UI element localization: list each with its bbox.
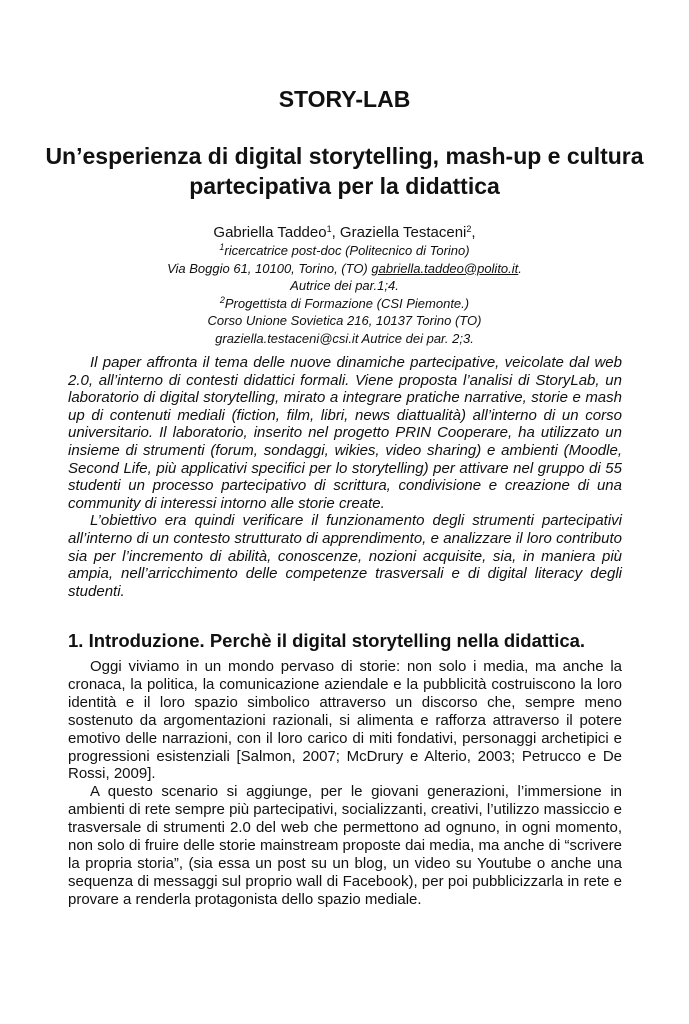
affiliation-1-email-link[interactable]: gabriella.taddeo@polito.it [371,260,519,276]
section-1-body [68,658,622,909]
affiliation-1-role-text: ricercatrice post-doc (Politecnico di Torino) [224,243,470,258]
abstract [68,354,622,600]
author-names-trail: , [471,224,476,241]
affiliation-2-role [60,295,629,313]
author-2-mark: 2 [466,224,472,234]
affiliation-2-address: Corso Unione Sovietica 216, 10137 Torino (TO) [207,313,482,328]
author-2-name: Graziella Testaceni [339,224,467,241]
section-1-heading: 1. Introduzione. Perchè il digital storytelling nella didattica. [68,630,586,651]
author-block [60,223,629,347]
affiliation-1-mark: 1 [219,242,225,252]
author-1-mark: 1 [326,224,332,234]
author-names [60,223,629,242]
affiliation-2-email-note: graziella.testaceni@csi.it Autrice dei par. 2;3. [215,330,474,346]
author-1-name: Gabriella Taddeo [213,224,327,241]
affiliation-1-address-text: Via Boggio 61, 10100, Torino, (TO) [167,260,372,276]
affiliation-2-role-text: Progettista di Formazione (CSI Piemonte.) [224,295,470,311]
author-separator: , [331,224,340,241]
abstract-paragraph-2: L’obiettivo era quindi verificare il funzionamento degli strumenti partecipativi all’interno di un contesto strutturato di apprendimento, e analizzare il loro contributo sia per l’incremento di abilità, conoscenze, nozioni acquisite, sia, in maniera più ampia, nell’arricchimento delle competenze trasversali e di digital literacy degli studenti. [68,512,622,600]
paper-subtitle: Un’esperienza di digital storytelling, mash-up e cultura partecipativa per la didattica [45,143,644,199]
paper-title: STORY-LAB [278,86,411,112]
affiliation-1-note: Autrice dei par.1;4. [290,278,399,293]
affiliation-2-mark: 2 [219,294,225,305]
affiliation-1-email-trail: . [518,260,522,276]
section-1-paragraph-1: Oggi viviamo in un mondo pervaso di storie: non solo i media, ma anche la cronaca, la politica, la comunicazione aziendale e la pubblicità costruiscono la loro identità e il loro spazio simbolico attraverso un discorso che, sempre meno sostenuto da argomentazioni razionali, si alimenta e rafforza attraverso il potere emotivo delle narrazioni, con il loro carico di miti fondativi, personaggi archetipici e progressioni esistenziali [Salmon, 2007; McDrury e Alterio, 2003; Petrucco e De Rossi, 2009]. [68,658,622,783]
affiliation-1-role [60,242,629,260]
abstract-paragraph-1: Il paper affronta il tema delle nuove dinamiche partecipative, veicolate dal web 2.0, all’interno di contesti didattici formali. Viene proposta l’analisi di StoryLab, un laboratorio di digital storytelling, mirato a integrare pratiche narrative, storie e mash up di contenuti mediali (fiction, film, libri, news diattualità) all’interno di un corso universitario. Il laboratorio, inserito nel progetto PRIN Cooperare, ha utilizzato un insieme di strumenti (forum, sondaggi, wikies, video sharing) e ambienti (Moodle, Second Life, più applicativi specifici per lo storytelling) per attivare nel gruppo di 55 studenti un processo partecipativo di scrittura, condivisione e creazione di una community di interessi intorno alle storie create. [68,354,622,512]
affiliation-1-address [60,260,629,278]
section-1-paragraph-2: A questo scenario si aggiunge, per le giovani generazioni, l’immersione in ambienti di rete sempre più partecipativi, socializzanti, creativi, l’utilizzo massiccio e trasversale di strumenti 2.0 del web che permettono ad ognuno, in ogni momento, non solo di fruire delle storie mainstream proposte dai media, ma anche di “scrivere la propria storia”, (sia essa un post su un blog, un video su Youtube o anche una sequenza di messaggi sul proprio wall di Facebook), per poi pubblicizzarla in rete e provare a renderla protagonista dello spazio mediale. [68,783,622,908]
